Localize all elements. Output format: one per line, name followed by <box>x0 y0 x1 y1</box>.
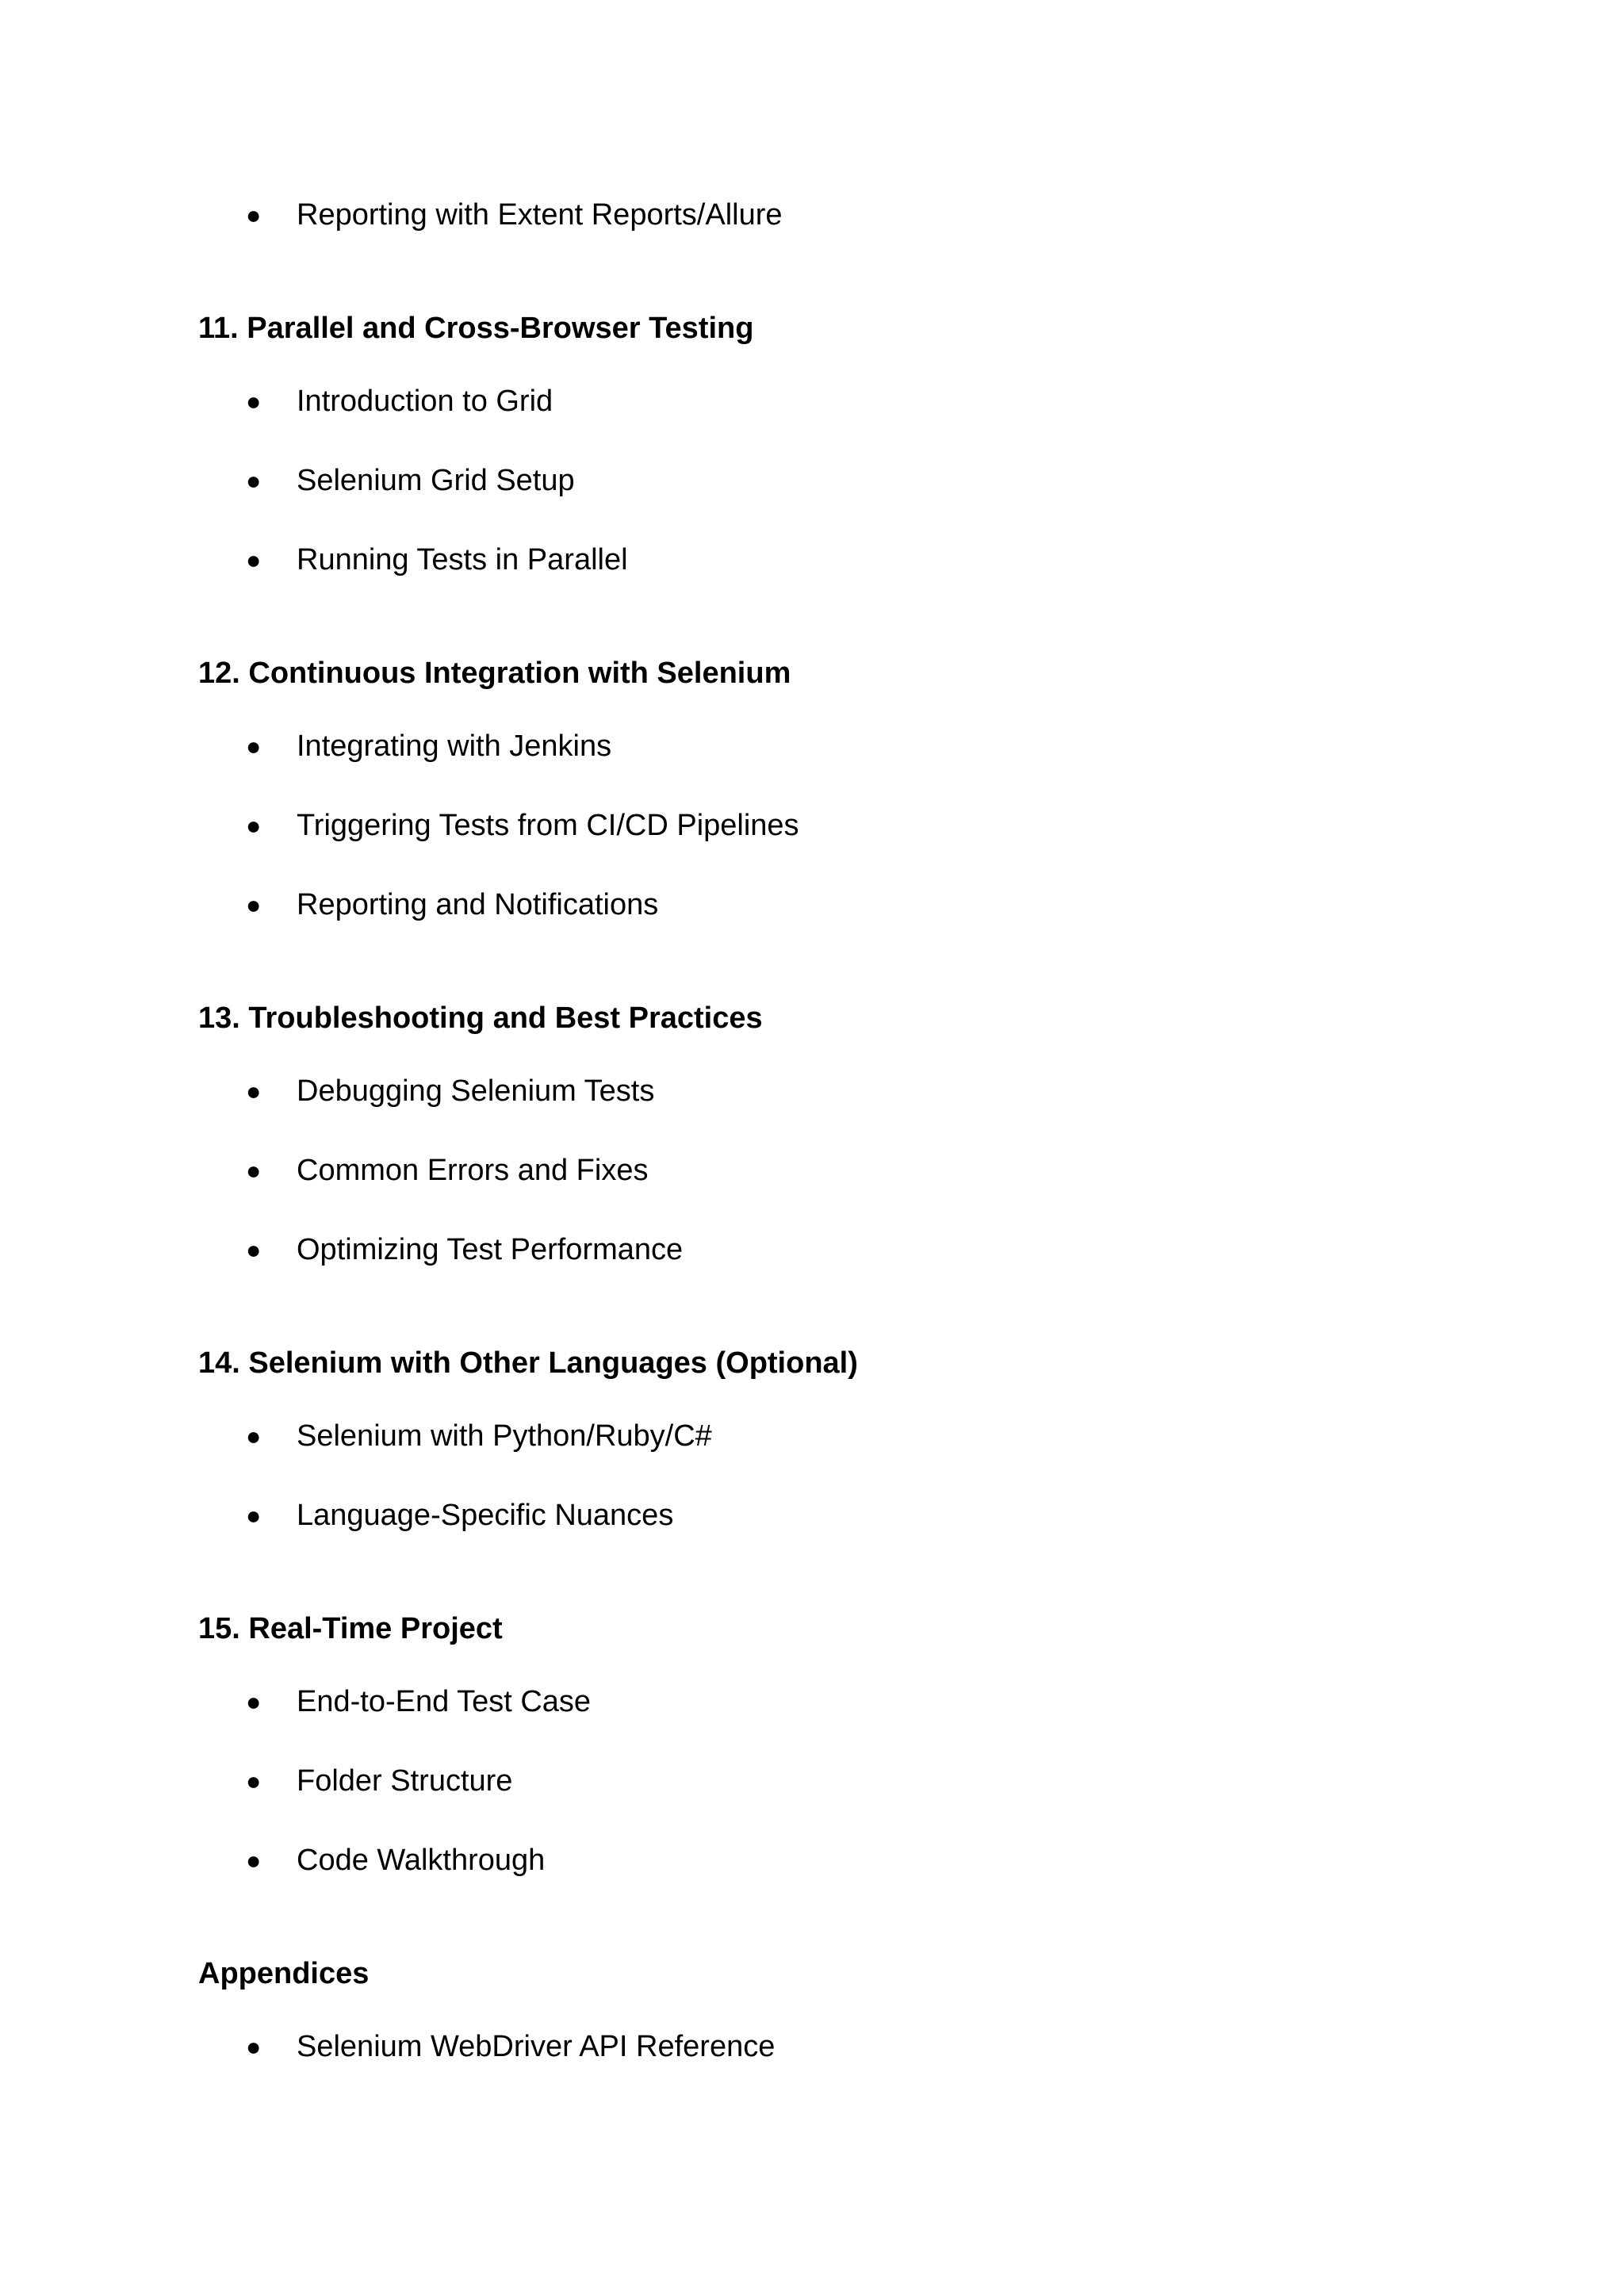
bullet-icon: ● <box>246 466 262 495</box>
section-heading: 14. Selenium with Other Languages (Optional) <box>198 1346 858 1380</box>
list-item-label: Introduction to Grid <box>297 385 553 418</box>
list-item <box>246 1683 591 1720</box>
list-item-label: Common Errors and Fixes <box>297 1154 649 1187</box>
list-item-label: Folder Structure <box>297 1764 513 1798</box>
section-heading: 11. Parallel and Cross-Browser Testing <box>198 312 754 345</box>
list-item-label: Selenium Grid Setup <box>297 464 575 497</box>
list-item <box>246 383 553 419</box>
list-item <box>246 1497 673 1534</box>
list-item <box>246 197 783 233</box>
list-item <box>246 1073 654 1109</box>
bullet-icon: ● <box>246 1422 262 1450</box>
list-item <box>246 1418 712 1454</box>
bullet-icon: ● <box>246 1235 262 1264</box>
list-item-label: Running Tests in Parallel <box>297 543 628 576</box>
list-item-label: Reporting with Extent Reports/Allure <box>297 198 783 232</box>
list-item <box>246 1842 545 1878</box>
list-item <box>246 1763 512 1799</box>
list-item-label: Integrating with Jenkins <box>297 730 612 763</box>
list-item-label: Triggering Tests from CI/CD Pipelines <box>297 809 799 842</box>
list-item <box>246 542 628 578</box>
bullet-icon: ● <box>246 732 262 760</box>
list-item <box>246 1152 648 1189</box>
bullet-icon: ● <box>246 1767 262 1795</box>
bullet-icon: ● <box>246 2032 262 2061</box>
bullet-icon: ● <box>246 1846 262 1875</box>
list-item <box>246 462 575 499</box>
list-item <box>246 807 799 844</box>
list-item <box>246 2028 775 2065</box>
list-item-label: Selenium with Python/Ruby/C# <box>297 1419 712 1453</box>
bullet-icon: ● <box>246 201 262 229</box>
bullet-icon: ● <box>246 1156 262 1185</box>
list-item-label: Language-Specific Nuances <box>297 1499 674 1532</box>
bullet-icon: ● <box>246 1077 262 1105</box>
section-heading: 15. Real-Time Project <box>198 1612 503 1645</box>
section-heading: 13. Troubleshooting and Best Practices <box>198 1001 763 1035</box>
list-item-label: End-to-End Test Case <box>297 1685 592 1718</box>
bullet-icon: ● <box>246 890 262 919</box>
section-heading: 12. Continuous Integration with Selenium <box>198 657 791 690</box>
bullet-icon: ● <box>246 546 262 574</box>
bullet-icon: ● <box>246 811 262 840</box>
bullet-icon: ● <box>246 1501 262 1530</box>
bullet-icon: ● <box>246 387 262 416</box>
list-item-label: Selenium WebDriver API Reference <box>297 2030 776 2063</box>
list-item-label: Debugging Selenium Tests <box>297 1074 655 1108</box>
list-item <box>246 1231 683 1268</box>
list-item-label: Reporting and Notifications <box>297 888 659 921</box>
list-item-label: Code Walkthrough <box>297 1844 546 1877</box>
list-item-label: Optimizing Test Performance <box>297 1233 684 1266</box>
list-item <box>246 887 658 923</box>
list-item <box>246 728 611 764</box>
bullet-icon: ● <box>246 1687 262 1716</box>
section-heading: Appendices <box>198 1957 370 1990</box>
